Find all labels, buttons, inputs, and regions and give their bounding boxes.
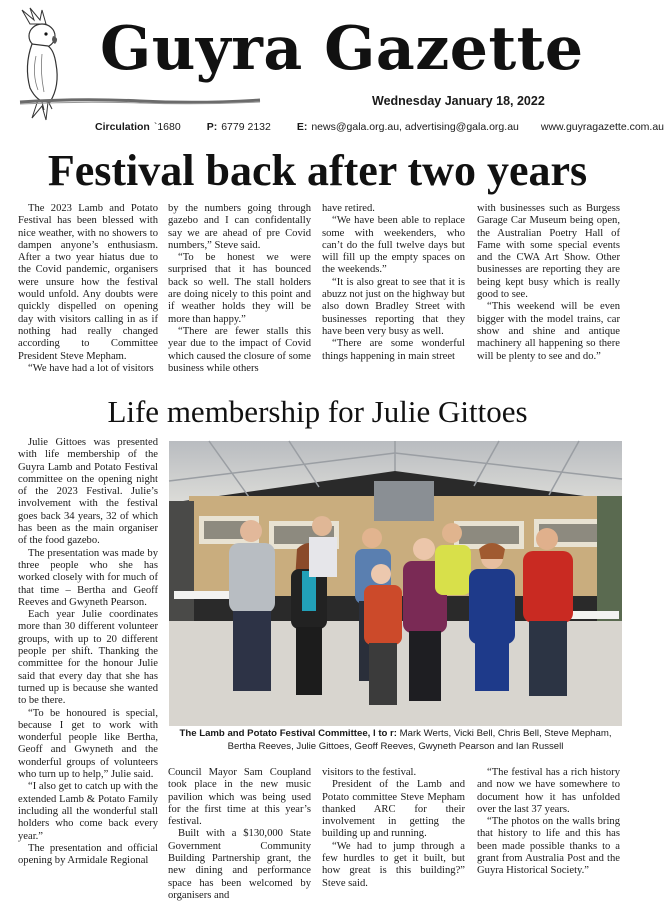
paragraph: “This weekend will be even bigger with the model trains, car show and shine and antique machinery all happening so there will be plenty to see and do.” bbox=[477, 301, 620, 362]
paragraph: The 2023 Lamb and Potato Festival has been blessed with nice weather, with no showers to dampen anyone’s enthusiasm. After a two year hiatus due to the Covid pandemic, organisers were unsure how the festival would unfold. Any doubts were quickly dispelled on opening day with visitors calling in as if nothing had really changed according to Committee President Steve Mepham. bbox=[18, 203, 158, 362]
phone-label: P: bbox=[206, 121, 218, 133]
headline-festival: Festival back after two years bbox=[47, 146, 588, 195]
paragraph: with businesses such as Burgess Garage Car Museum being open, the Australian Poetry Hall of Fame with some special events and the CWA Art Show. Other businesses are reporting they are being kept busy which is really good to see. bbox=[477, 203, 620, 301]
article2-column-3 bbox=[322, 767, 465, 890]
paragraph: “The festival has a rich history and now we have somewhere to document how it has unfolded over the last 37 years. bbox=[477, 767, 620, 815]
article1-column-3 bbox=[322, 203, 465, 363]
paragraph: Council Mayor Sam Coupland took place in the new music pavilion which was being used for the first time at this year’s festival. bbox=[168, 767, 311, 828]
paragraph: Each year Julie coordinates more than 30 different volunteer groups, with up to 20 different people per shift. Thanking the committee for the honour Julie said that every day that she has turned up is because she wanted to be there. bbox=[18, 609, 158, 707]
email-value[interactable]: news@gala.org.au, advertising@gala.org.au bbox=[311, 121, 519, 133]
paragraph: by the numbers going through gazebo and I can confidentally say we are ahead of pre Covid numbers,” Steve said. bbox=[168, 203, 311, 251]
article1-column-4 bbox=[477, 203, 620, 363]
article2-column-4 bbox=[477, 767, 620, 878]
caption-lead: The Lamb and Potato Festival Committee, l to r: bbox=[179, 728, 397, 739]
paragraph: “The photos on the walls bring that history to life and this has been made possible thanks to a grant from Australia Post and the Guyra Historical Society.” bbox=[477, 816, 620, 877]
issue-date: Wednesday January 18, 2022 bbox=[372, 94, 545, 108]
caption-names: Mark Werts, Vicki Bell, Chris Bell, Steve Mepham, Bertha Reeves, Julie Gittoes, Geoff Reeves, Gwyneth Pearson and Ian Russell bbox=[227, 728, 612, 752]
circulation-value: `1680 bbox=[153, 121, 181, 133]
paragraph: “We have had a lot of visitors bbox=[28, 362, 154, 374]
paragraph: “We had to jump through a few hurdles to get it built, but how great is this building?” Steve said. bbox=[322, 840, 465, 889]
paragraph: “To be honest we were surprised that it has bounced back so well. The stall holders are doing nicely to this point and if weather holds they will be more than happy.” bbox=[168, 252, 311, 325]
article1-column-2 bbox=[168, 203, 311, 375]
article1-column-1 bbox=[18, 203, 158, 375]
masthead-title: Guyra Gazette bbox=[100, 14, 584, 84]
paragraph: “We have been able to replace some with weekenders, who can’t do the full twelve days but will fill up the empty spaces on the weekends.” bbox=[322, 215, 465, 276]
paragraph: “There are fewer stalls this year due to the impact of Covid which caused the closure of some business while others bbox=[168, 325, 311, 374]
article2-column-2 bbox=[168, 767, 311, 902]
email-label: E: bbox=[296, 121, 308, 133]
paragraph: Built with a $130,000 State Government Community Building Partnership grant, the new dining and performance space has been welcomed by organisers and bbox=[168, 828, 311, 901]
headline-life-membership: Life membership for Julie Gittoes bbox=[107, 394, 528, 429]
circulation-label: Circulation bbox=[95, 121, 150, 133]
paragraph: “There are some wonderful things happening in main street bbox=[322, 338, 465, 362]
paragraph: “It is also great to see that it is abuzz not just on the highway but also down Bradley Street with businesses reporting that they have been very busy as well. bbox=[322, 276, 465, 337]
paragraph: Julie Gittoes was presented with life membership of the Guyra Lamb and Potato Festival committee on the opening night of the 2023 Festival. Julie’s involvement with the festival goes back 34 years, 32 of which has been as the main organiser of the food gazebo. bbox=[18, 437, 158, 547]
paragraph: visitors to the festival. bbox=[322, 767, 417, 778]
contact-row bbox=[95, 121, 664, 133]
branch-icon bbox=[20, 94, 260, 108]
photo-caption bbox=[169, 728, 622, 753]
committee-photo bbox=[169, 441, 622, 726]
paragraph: have retired. bbox=[322, 203, 375, 214]
paragraph: The presentation was made by three people who she has worked closely with for much of that time – Bertha and Geoff Reeves and Gwyneth Pearson. bbox=[18, 547, 158, 608]
paragraph: “I also get to catch up with the extended Lamb & Potato Family including all the wonderful stall holders who come back every year.” bbox=[18, 781, 158, 842]
paragraph: The presentation and official opening by Armidale Regional bbox=[18, 842, 158, 867]
phone-value: 6779 2132 bbox=[221, 121, 271, 133]
paragraph: “To be honoured is special, because I get to work with wonderful people like Bertha, Geoff and Gwyneth and the wonderful groups of volunteers who turn up to help,” Julie said. bbox=[18, 707, 158, 781]
website-link[interactable]: www.guyragazette.com.au bbox=[540, 121, 664, 133]
article2-column-1 bbox=[18, 437, 158, 867]
paragraph: President of the Lamb and Potato committee Steve Mepham thanked ARC for their involvement in getting the building up and running. bbox=[322, 779, 465, 840]
